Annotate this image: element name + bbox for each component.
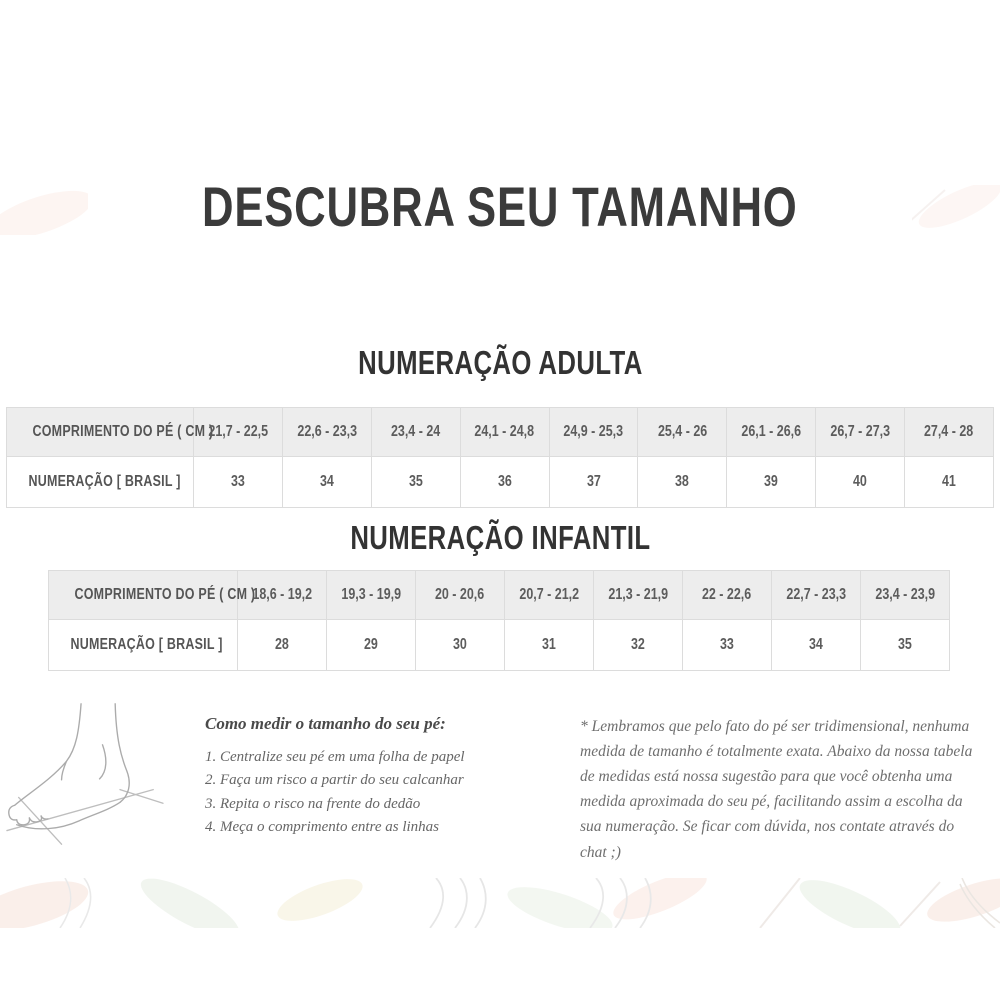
length-cell: 27,4 - 28 (905, 408, 994, 457)
adult-section-heading: NUMERAÇÃO ADULTA (357, 344, 643, 381)
adult-size-row (7, 457, 994, 508)
adult-foot-length-row (7, 408, 994, 457)
row-label-cell: COMPRIMENTO DO PÉ ( CM ) (7, 408, 194, 457)
size-cell: 36 (460, 457, 549, 508)
measure-step: 2. Faça um risco a partir do seu calcanhar (205, 772, 464, 789)
measure-guide-title: Como medir o tamanho do seu pé: (205, 714, 446, 733)
length-cell: 21,3 - 21,9 (594, 571, 683, 620)
size-cell: 33 (683, 620, 772, 671)
size-cell: 28 (238, 620, 327, 671)
kids-size-table (48, 570, 950, 671)
size-cell: 33 (194, 457, 283, 508)
size-cell: 34 (772, 620, 861, 671)
length-cell: 18,6 - 19,2 (238, 571, 327, 620)
length-cell: 25,4 - 26 (638, 408, 727, 457)
page-title (0, 176, 1000, 238)
kids-section-heading: NUMERAÇÃO INFANTIL (349, 519, 651, 556)
size-cell: 31 (505, 620, 594, 671)
length-cell: 22,6 - 23,3 (282, 408, 371, 457)
adult-size-table (6, 407, 994, 508)
size-cell: 38 (638, 457, 727, 508)
size-cell: 37 (549, 457, 638, 508)
size-cell: 35 (371, 457, 460, 508)
foot-illustration-icon (5, 700, 200, 850)
row-label-cell: COMPRIMENTO DO PÉ ( CM ) (49, 571, 238, 620)
length-cell: 24,9 - 25,3 (549, 408, 638, 457)
size-cell: 30 (416, 620, 505, 671)
floral-band-icon (0, 878, 1000, 928)
disclaimer-note: * Lembramos que pelo fato do pé ser tridimensional, nenhuma medida de tamanho é totalmente exata. Abaixo da nossa tabela de medidas está nossa sugestão para que você obtenha uma medida aproximada do seu pé, facilitando assim a escolha da sua numeração. Se ficar com dúvida, nos contate através do chat ;) (580, 718, 973, 861)
length-cell: 23,4 - 23,9 (861, 571, 950, 620)
size-cell: 40 (816, 457, 905, 508)
row-label-cell: NUMERAÇÃO [ BRASIL ] (49, 620, 238, 671)
measure-guide (205, 714, 535, 839)
size-cell: 32 (594, 620, 683, 671)
length-cell: 23,4 - 24 (371, 408, 460, 457)
length-cell: 26,7 - 27,3 (816, 408, 905, 457)
length-cell: 21,7 - 22,5 (194, 408, 283, 457)
size-cell: 35 (861, 620, 950, 671)
measure-step: 3. Repita o risco na frente do dedão (205, 795, 421, 812)
length-cell: 24,1 - 24,8 (460, 408, 549, 457)
length-cell: 20,7 - 21,2 (505, 571, 594, 620)
row-label-cell: NUMERAÇÃO [ BRASIL ] (7, 457, 194, 508)
length-cell: 19,3 - 19,9 (327, 571, 416, 620)
measure-step: 1. Centralize seu pé em uma folha de papel (205, 749, 465, 765)
length-cell: 26,1 - 26,6 (727, 408, 816, 457)
size-cell: 41 (905, 457, 994, 508)
length-cell: 22,7 - 23,3 (772, 571, 861, 620)
size-cell: 34 (282, 457, 371, 508)
length-cell: 20 - 20,6 (416, 571, 505, 620)
kids-foot-length-row (49, 571, 950, 620)
page-title-text: DESCUBRA SEU TAMANHO (202, 175, 798, 238)
length-cell: 22 - 22,6 (683, 571, 772, 620)
size-cell: 29 (327, 620, 416, 671)
measure-step: 4. Meça o comprimento entre as linhas (205, 818, 439, 835)
kids-size-row (49, 620, 950, 671)
size-cell: 39 (727, 457, 816, 508)
